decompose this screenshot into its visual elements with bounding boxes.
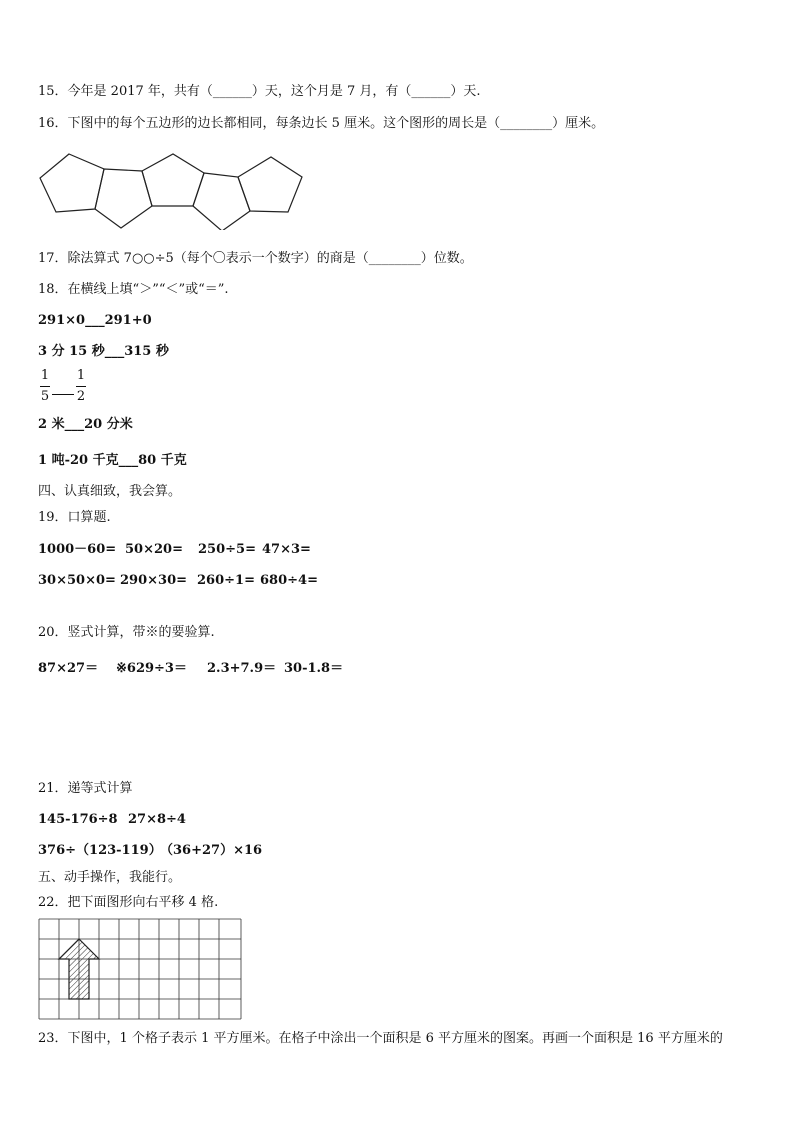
q21-r2-c2: （36+27）×16 xyxy=(160,843,263,858)
q19-r2-c3: 260÷1= xyxy=(197,573,255,588)
q18-item-4: 1 吨-20 千克___80 千克 xyxy=(38,453,187,468)
answer-blank xyxy=(52,394,74,395)
q19-r2-c1: 30×50×0= xyxy=(38,573,116,588)
q20-c3: 2.3+7.9＝ xyxy=(207,661,277,676)
q19-r1-c2: 50×20= xyxy=(125,542,183,557)
arrow-shape xyxy=(59,939,99,999)
q20-c4: 30-1.8＝ xyxy=(284,661,344,676)
q19-r2-c4: 680÷4= xyxy=(260,573,318,588)
pentagon-5 xyxy=(238,157,302,212)
q21-r1-c1: 145-176÷8 xyxy=(38,812,118,827)
question-20: 20．竖式计算，带※的要验算. xyxy=(38,625,215,640)
pentagon-chain-figure xyxy=(36,150,316,230)
question-16: 16．下图中的每个五边形的边长都相同，每条边长 5 厘米。这个图形的周长是（________）厘米。 xyxy=(38,116,605,131)
q20-c2: ※629÷3＝ xyxy=(116,661,187,676)
pentagon-4 xyxy=(193,173,250,230)
frac-right-numerator: 1 xyxy=(76,368,86,383)
frac-left-bar xyxy=(40,386,50,387)
q18-item-2: 3 分 15 秒___315 秒 xyxy=(38,344,169,359)
question-21: 21．递等式计算 xyxy=(38,781,133,796)
q20-c1: 87×27＝ xyxy=(38,661,99,676)
pentagon-3 xyxy=(142,154,204,206)
frac-left-denominator: 5 xyxy=(40,389,50,404)
question-18: 18．在横线上填“＞”“＜”或“＝”. xyxy=(38,282,229,297)
q19-r1-c4: 47×3= xyxy=(262,542,311,557)
frac-right-bar xyxy=(76,386,86,387)
section-4-heading: 四、认真细致，我会算。 xyxy=(38,484,182,499)
section-5-heading: 五、动手操作，我能行。 xyxy=(38,870,182,885)
question-15: 15．今年是 2017 年，共有（______）天，这个月是 7 月，有（______）天. xyxy=(38,84,481,99)
pentagon-1 xyxy=(40,154,104,212)
q19-r2-c2: 290×30= xyxy=(120,573,188,588)
q19-r1-c1: 1000－60= xyxy=(38,542,117,557)
question-22: 22．把下面图形向右平移 4 格. xyxy=(38,895,219,910)
question-23: 23．下图中，1 个格子表示 1 平方厘米。在格子中涂出一个面积是 6 平方厘米的图案。再画一个面积是 16 平方厘米的 xyxy=(38,1031,723,1046)
question-19: 19．口算题. xyxy=(38,510,111,525)
frac-left-numerator: 1 xyxy=(40,368,50,383)
question-17: 17．除法算式 7○○÷5（每个〇表示一个数字）的商是（________）位数。 xyxy=(38,251,473,266)
q19-r1-c3: 250÷5= xyxy=(198,542,256,557)
frac-right-denominator: 2 xyxy=(76,389,86,404)
q21-r1-c2: 27×8÷4 xyxy=(128,812,186,827)
q18-item-3: 2 米___20 分米 xyxy=(38,417,133,432)
q21-r2-c1: 376÷（123-119） xyxy=(38,843,162,858)
translation-grid xyxy=(38,918,242,1022)
q18-item-1: 291×0___291+0 xyxy=(38,313,152,328)
q18-fraction-compare xyxy=(38,368,98,408)
